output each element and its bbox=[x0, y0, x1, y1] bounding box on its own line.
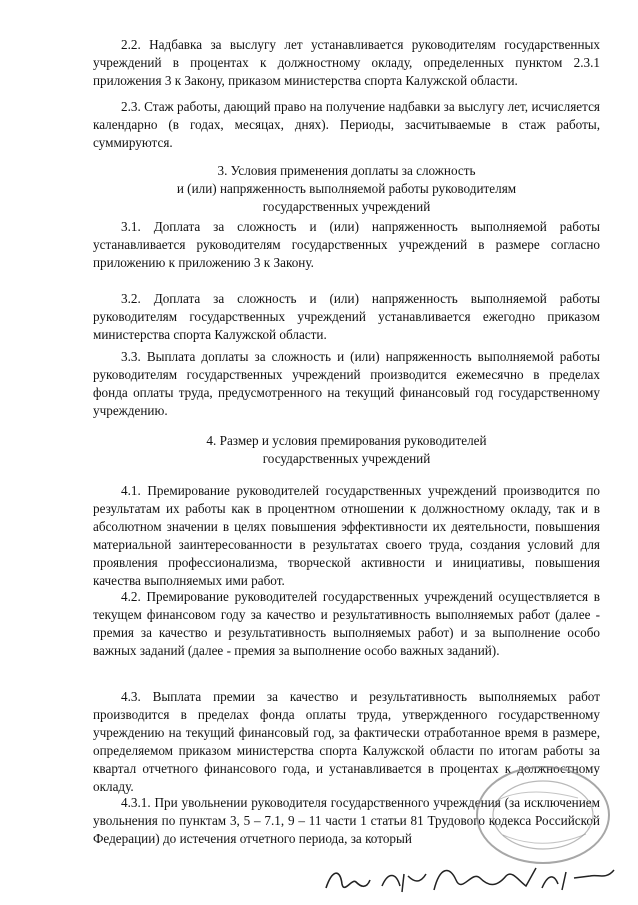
round-stamp-image bbox=[468, 760, 618, 870]
paragraph-2-3: 2.3. Стаж работы, дающий право на получение надбавки за выслугу лет, исчисляется календарно (в годах, месяцах, днях). Периоды, засчитываемые в стаж работы, суммируются. bbox=[93, 99, 600, 150]
handwritten-signature-image bbox=[322, 860, 622, 900]
paragraph-2-2: 2.2. Надбавка за выслугу лет устанавливается руководителям государственных учреждений в процентах к должностному окладу, определенных пунктом 2.3.1 приложения 3 к Закону, приказом министерства спорта Калужской области. bbox=[93, 37, 600, 88]
section-3-heading: 3. Условия применения доплаты за сложность и (или) напряженность выполняемой работы руководителям государственных учреждений bbox=[176, 163, 517, 214]
paragraph-4-3: 4.3. Выплата премии за качество и результативность выполняемых работ производится в пределах фонда оплаты труда, утвержденного государственному учреждению на текущий финансовый год, за фактически отработанное время в размере, определяемом приказом министерства спорта Калужской области по итогам работы за квартал отчетного финансового года, и устанавливается в процентах к должностному окладу. bbox=[93, 689, 600, 794]
paragraph-4-1: 4.1. Премирование руководителей государственных учреждений производится по результатам их работы как в процентном отношении к должностному окладу, так и в абсолютном значении в целях повышения эффективности их деятельности, повышения материальной заинтересованности в результатах своего труда, создания условий для проявления профессионализма, творческой активности и инициативы, повышения качества выполняемых ими работ. bbox=[93, 483, 600, 588]
paragraph-4-3-1: 4.3.1. При увольнении руководителя государственного учреждения (за исключением увольнения по пунктам 3, 5 – 7.1, 9 – 11 части 1 статьи 81 Трудового кодекса Российской Федерации) до истечения отчетного периода, за который bbox=[93, 795, 600, 846]
paragraph-3-1: 3.1. Доплата за сложность и (или) напряженность выполняемой работы устанавливается руководителям государственных учреждений в размере согласно приложению к приложению 3 к Закону. bbox=[93, 219, 600, 270]
paragraph-3-2: 3.2. Доплата за сложность и (или) напряженность выполняемой работы руководителям государственных учреждений устанавливается ежегодно приказом министерства спорта Калужской области. bbox=[93, 291, 600, 342]
paragraph-4-2: 4.2. Премирование руководителей государственных учреждений осуществляется в текущем финансовом году за качество и результативность выполняемых работ (далее - премия за качество и результативность выполняемых работ) и за выполнение особо важных заданий (далее - премия за выполнение особо важных заданий). bbox=[93, 589, 600, 658]
paragraph-3-3: 3.3. Выплата доплаты за сложность и (или) напряженность выполняемой работы руководителям государственных учреждений производится ежемесячно в пределах фонда оплаты труда, предусмотренного на текущий финансовый год государственному учреждению. bbox=[93, 349, 600, 418]
section-4-heading: 4. Размер и условия премирования руководителей государственных учреждений bbox=[206, 433, 487, 466]
